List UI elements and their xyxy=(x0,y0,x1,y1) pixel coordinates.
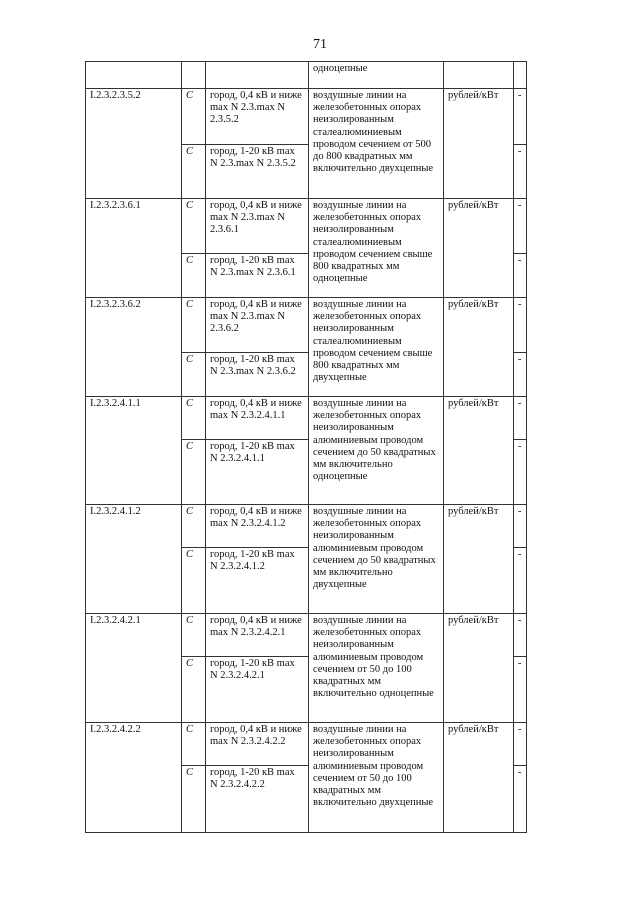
unit-cell: рублей/кВт xyxy=(444,397,514,505)
zone-cell: город, 0,4 кВ и ниже max N 2.3.max N 2.3.6.1 xyxy=(206,199,309,254)
table-row xyxy=(86,505,527,548)
value-cell: - xyxy=(514,397,527,440)
value-cell: - xyxy=(514,298,527,353)
zone-cell: город, 1-20 кВ max N 2.3.max N 2.3.6.2 xyxy=(206,353,309,397)
zone-cell: город, 1-20 кВ max N 2.3.2.4.1.1 xyxy=(206,440,309,505)
value-cell: - xyxy=(514,505,527,548)
category-cell: C xyxy=(182,723,206,766)
description-cell: одноцепные xyxy=(309,62,444,89)
value-cell: - xyxy=(514,145,527,199)
description-cell: воздушные линии на железобетонных опорах неизолированным сталеалюминиевым проводом сечением от 500 до 800 квадратных мм включительно двухцепные xyxy=(309,89,444,199)
zone-cell: город, 1-20 кВ max N 2.3.max N 2.3.6.1 xyxy=(206,254,309,298)
zone-cell: город, 1-20 кВ max N 2.3.2.4.2.2 xyxy=(206,766,309,833)
category-cell: C xyxy=(182,440,206,505)
table-row xyxy=(86,199,527,254)
category-cell: C xyxy=(182,199,206,254)
page-number: 71 xyxy=(313,37,327,52)
zone-cell xyxy=(206,62,309,89)
zone-cell: город, 1-20 кВ max N 2.3.max N 2.3.5.2 xyxy=(206,145,309,199)
code-cell xyxy=(86,62,182,89)
table-row xyxy=(86,397,527,440)
description-cell: воздушные линии на железобетонных опорах неизолированным алюминиевым проводом сечением до 50 квадратных мм включительно двухцепные xyxy=(309,505,444,614)
value-cell: - xyxy=(514,89,527,145)
unit-cell: рублей/кВт xyxy=(444,199,514,298)
category-cell: C xyxy=(182,89,206,145)
category-cell: C xyxy=(182,145,206,199)
code-cell: I.2.3.2.4.2.1 xyxy=(86,614,182,723)
description-cell: воздушные линии на железобетонных опорах неизолированным сталеалюминиевым проводом сечением свыше 800 квадратных мм двухцепные xyxy=(309,298,444,397)
zone-cell: город, 0,4 кВ и ниже max N 2.3.max N 2.3.5.2 xyxy=(206,89,309,145)
unit-cell: рублей/кВт xyxy=(444,89,514,199)
rates-table xyxy=(85,61,527,833)
category-cell: C xyxy=(182,397,206,440)
table-row xyxy=(86,89,527,145)
value-cell: - xyxy=(514,766,527,833)
value-cell: - xyxy=(514,548,527,614)
value-cell: - xyxy=(514,723,527,766)
value-cell xyxy=(514,62,527,89)
category-cell: C xyxy=(182,614,206,657)
description-cell: воздушные линии на железобетонных опорах неизолированным алюминиевым проводом сечением до 50 квадратных мм включительно одноцепные xyxy=(309,397,444,505)
zone-cell: город, 0,4 кВ и ниже max N 2.3.2.4.1.2 xyxy=(206,505,309,548)
description-cell: воздушные линии на железобетонных опорах неизолированным алюминиевым проводом сечением от 50 до 100 квадратных мм включительно одноцепные xyxy=(309,614,444,723)
category-cell: C xyxy=(182,254,206,298)
category-cell: C xyxy=(182,353,206,397)
zone-cell: город, 0,4 кВ и ниже max N 2.3.2.4.1.1 xyxy=(206,397,309,440)
unit-cell: рублей/кВт xyxy=(444,723,514,833)
unit-cell: рублей/кВт xyxy=(444,298,514,397)
code-cell: I.2.3.2.3.5.2 xyxy=(86,89,182,199)
code-cell: I.2.3.2.4.2.2 xyxy=(86,723,182,833)
table-row xyxy=(86,614,527,657)
unit-cell: рублей/кВт xyxy=(444,505,514,614)
value-cell: - xyxy=(514,657,527,723)
zone-cell: город, 1-20 кВ max N 2.3.2.4.1.2 xyxy=(206,548,309,614)
code-cell: I.2.3.2.3.6.2 xyxy=(86,298,182,397)
category-cell: C xyxy=(182,298,206,353)
description-cell: воздушные линии на железобетонных опорах неизолированным алюминиевым проводом сечением от 50 до 100 квадратных мм включительно двухцепные xyxy=(309,723,444,833)
category-cell: C xyxy=(182,766,206,833)
code-cell: I.2.3.2.4.1.2 xyxy=(86,505,182,614)
code-cell: I.2.3.2.4.1.1 xyxy=(86,397,182,505)
category-cell xyxy=(182,62,206,89)
value-cell: - xyxy=(514,614,527,657)
zone-cell: город, 1-20 кВ max N 2.3.2.4.2.1 xyxy=(206,657,309,723)
category-cell: C xyxy=(182,548,206,614)
value-cell: - xyxy=(514,199,527,254)
code-cell: I.2.3.2.3.6.1 xyxy=(86,199,182,298)
category-cell: C xyxy=(182,505,206,548)
zone-cell: город, 0,4 кВ и ниже max N 2.3.2.4.2.1 xyxy=(206,614,309,657)
value-cell: - xyxy=(514,254,527,298)
description-cell: воздушные линии на железобетонных опорах неизолированным сталеалюминиевым проводом сечением свыше 800 квадратных мм одноцепные xyxy=(309,199,444,298)
unit-cell xyxy=(444,62,514,89)
zone-cell: город, 0,4 кВ и ниже max N 2.3.2.4.2.2 xyxy=(206,723,309,766)
unit-cell: рублей/кВт xyxy=(444,614,514,723)
zone-cell: город, 0,4 кВ и ниже max N 2.3.max N 2.3.6.2 xyxy=(206,298,309,353)
category-cell: C xyxy=(182,657,206,723)
value-cell: - xyxy=(514,440,527,505)
value-cell: - xyxy=(514,353,527,397)
table-row xyxy=(86,298,527,353)
table-row xyxy=(86,723,527,766)
continuation-row xyxy=(86,62,527,89)
